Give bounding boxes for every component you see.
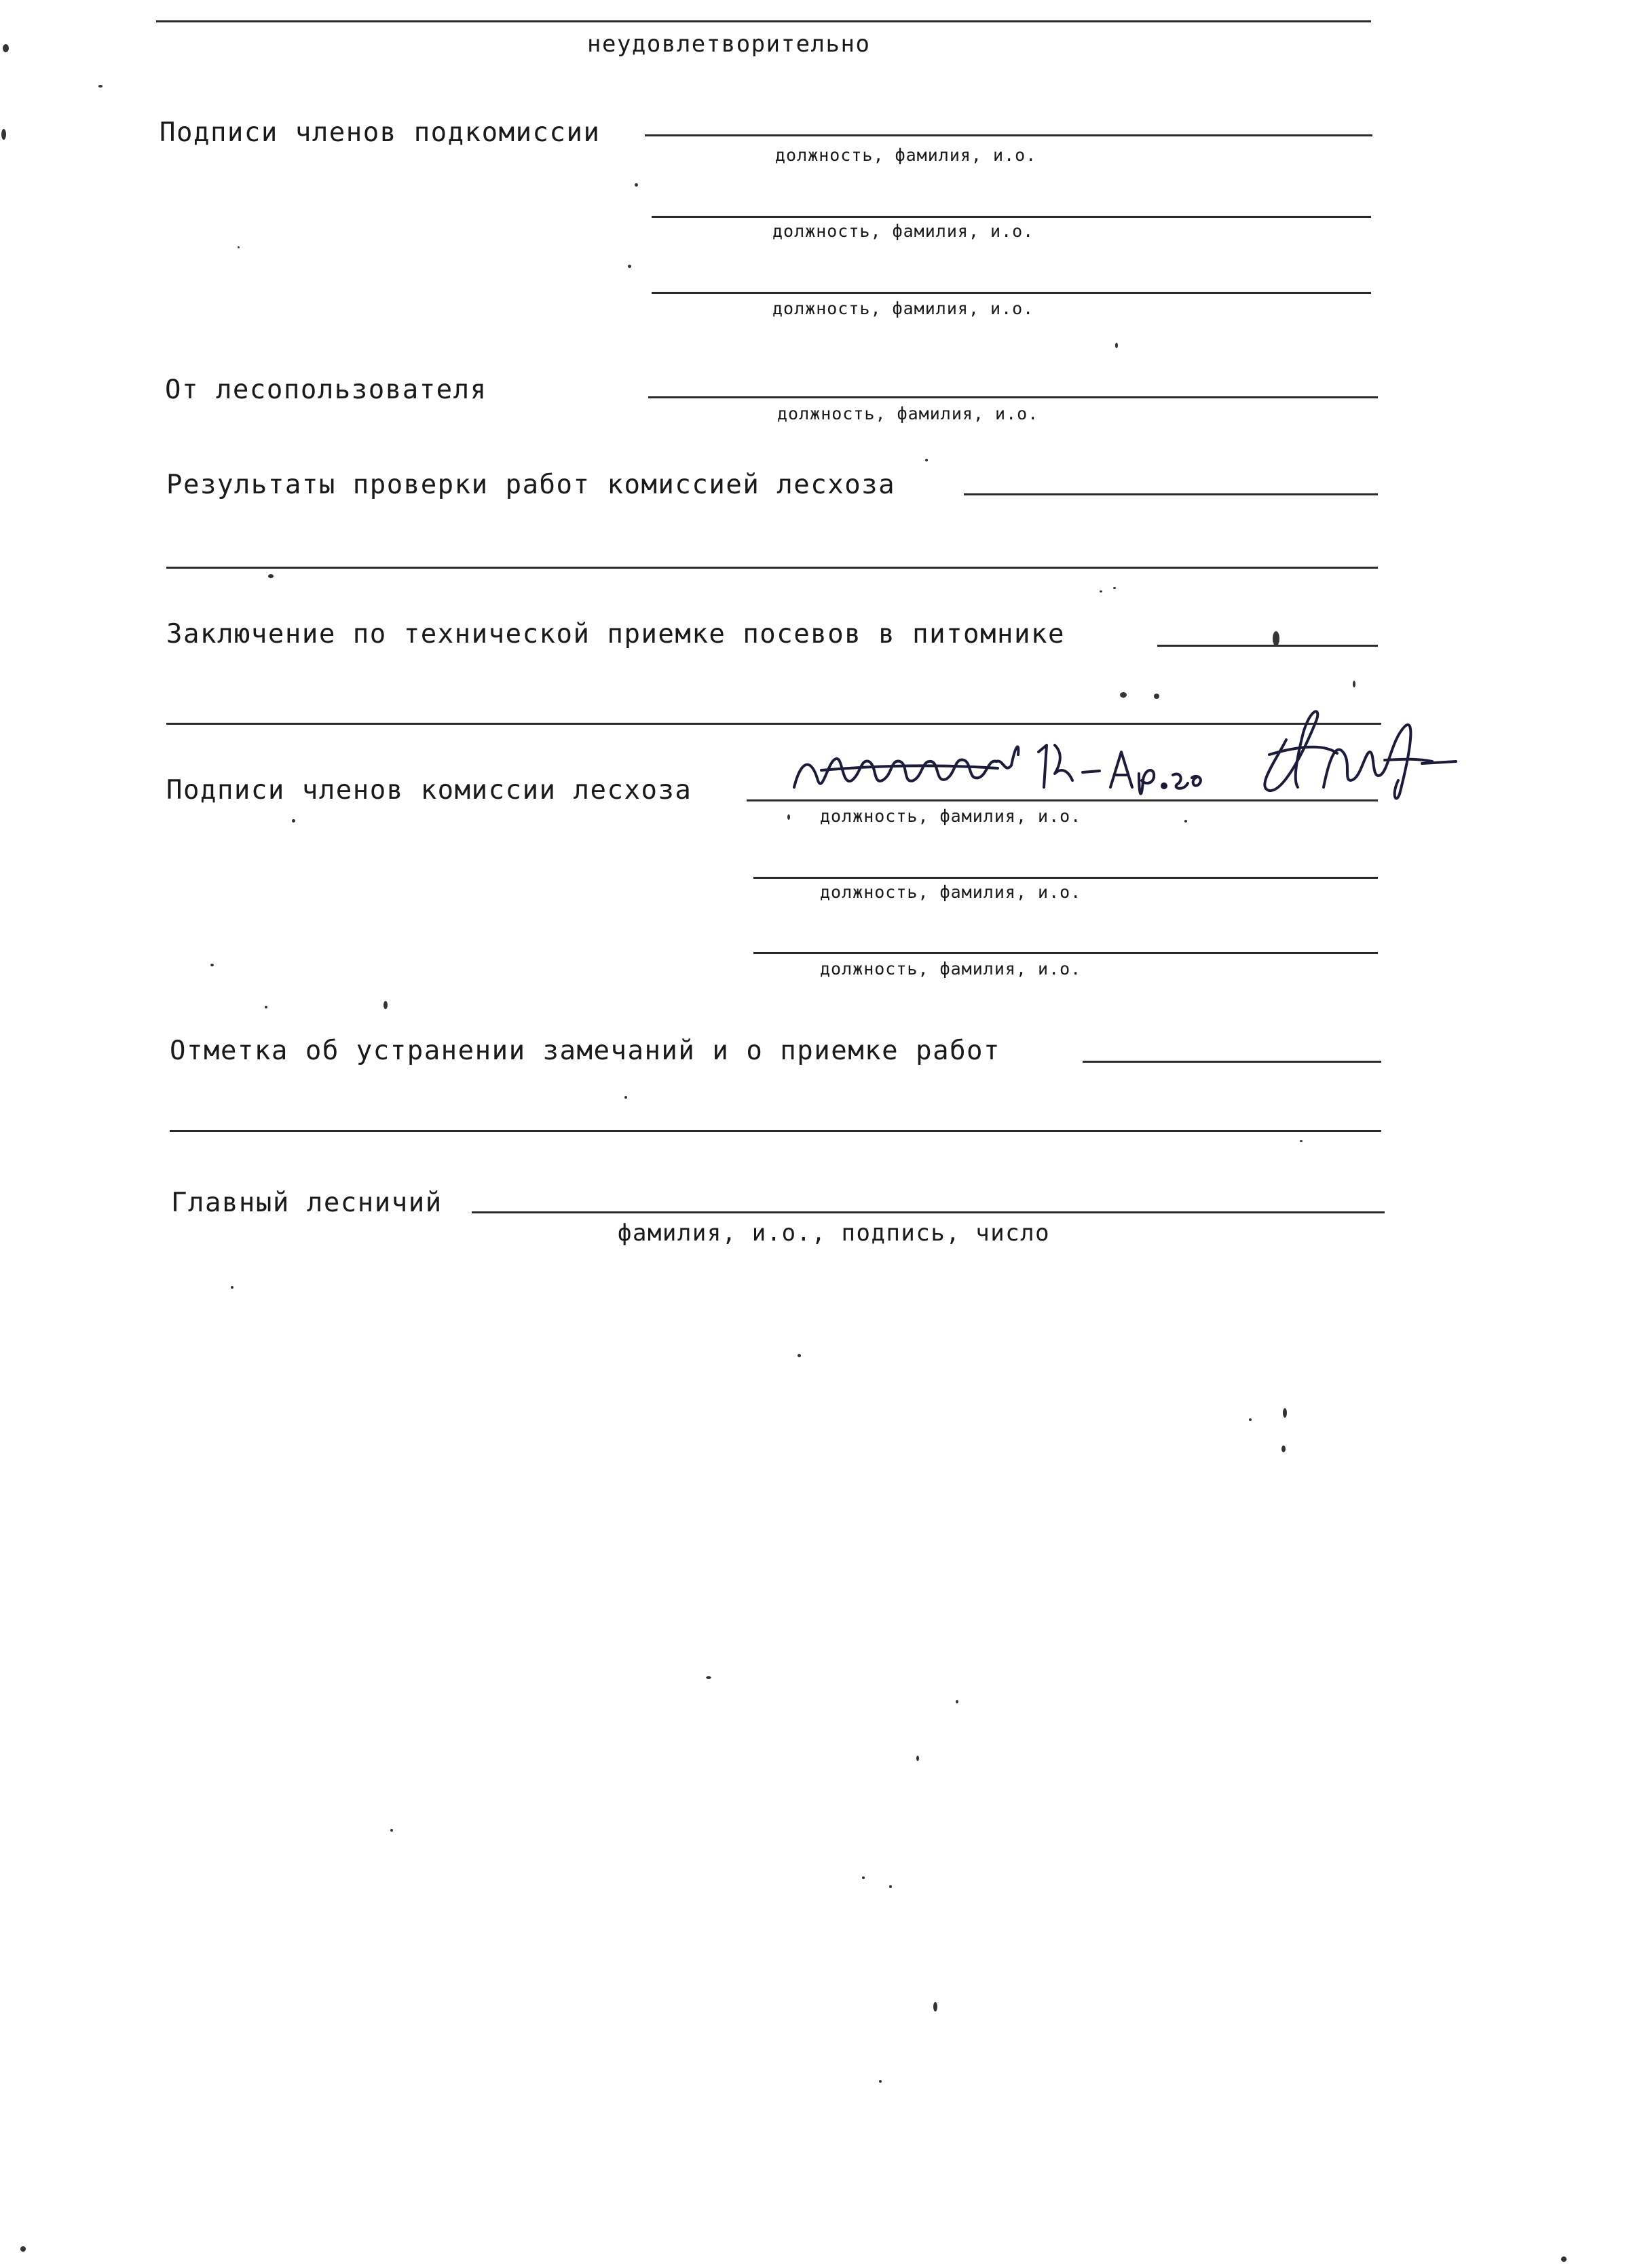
scan-speck (1120, 692, 1127, 698)
scan-speck (879, 2080, 882, 2083)
subcommission-label: Подписи членов подкомиссии (160, 117, 601, 148)
forest-user-line (648, 396, 1378, 398)
forest-user-label: От лесопользователя (165, 375, 487, 405)
scan-speck (956, 1700, 958, 1703)
scan-speck (862, 1876, 865, 1879)
subcommission-caption-1: должность, фамилия, и.о. (775, 145, 1037, 165)
technical-acceptance-line-1 (1157, 645, 1378, 647)
scan-speck (1283, 1408, 1287, 1418)
scan-speck (210, 964, 214, 966)
scan-speck (889, 1885, 892, 1888)
scan-speck (925, 459, 928, 461)
remarks-line-2 (170, 1130, 1381, 1132)
subcommission-line-2 (652, 216, 1371, 218)
subcommission-line-3 (652, 292, 1371, 294)
scan-speck (635, 183, 638, 187)
scan-speck (268, 574, 274, 578)
scan-speck (1, 129, 6, 140)
commission-signatures-caption-3: должность, фамилия, и.о. (820, 959, 1082, 979)
scan-speck (390, 1829, 393, 1832)
commission-signatures-label: Подписи членов комиссии лесхоза (166, 775, 692, 806)
scan-speck (1249, 1418, 1252, 1421)
chief-forester-line (472, 1211, 1385, 1213)
chief-forester-caption: фамилия, и.о., подпись, число (618, 1220, 1051, 1247)
scan-speck (1561, 2256, 1567, 2262)
rating-result: неудовлетворительно (587, 31, 871, 58)
scan-speck (1100, 590, 1102, 592)
inspection-results-label: Результаты проверки работ комиссией лесхоза (166, 470, 896, 500)
scan-speck (1353, 681, 1355, 687)
scan-speck (706, 1676, 711, 1679)
scan-speck (1115, 343, 1118, 348)
technical-acceptance-label: Заключение по технической приемке посевов в питомнике (166, 619, 1065, 649)
scan-speck (98, 85, 102, 88)
scan-speck (1300, 1140, 1303, 1142)
scan-speck (624, 1096, 627, 1099)
scan-speck (916, 1756, 919, 1761)
commission-signatures-line-3 (753, 952, 1378, 954)
commission-signatures-caption-1: должность, фамилия, и.о. (820, 806, 1082, 826)
scan-speck (292, 819, 295, 823)
inspection-results-line-2 (166, 567, 1378, 569)
scan-speck (1273, 631, 1279, 646)
scan-speck (1281, 1445, 1286, 1452)
subcommission-caption-2: должность, фамилия, и.о. (772, 221, 1034, 241)
scan-speck (238, 246, 240, 248)
commission-signatures-line-2 (753, 877, 1378, 879)
handwritten-signature (781, 679, 1459, 808)
commission-signatures-caption-2: должность, фамилия, и.о. (820, 882, 1082, 902)
remarks-line-1 (1083, 1061, 1381, 1063)
scan-speck (1154, 694, 1159, 699)
chief-forester-label: Главный лесничий (171, 1188, 443, 1218)
forest-user-caption: должность, фамилия, и.о. (777, 404, 1039, 423)
scan-speck (20, 2246, 26, 2252)
scan-speck (383, 1001, 388, 1009)
rating-line (156, 20, 1371, 22)
scan-speck (1184, 820, 1187, 823)
subcommission-line-1 (645, 134, 1372, 136)
scan-speck (265, 1006, 267, 1008)
scan-speck (3, 44, 9, 52)
scan-speck (787, 814, 790, 820)
scan-speck (231, 1286, 233, 1289)
scan-speck (628, 265, 631, 268)
scan-speck (798, 1354, 801, 1357)
scan-speck (933, 2002, 937, 2011)
scan-speck (1113, 587, 1116, 589)
inspection-results-line-1 (964, 493, 1378, 495)
remarks-label: Отметка об устранении замечаний и о приемке работ (170, 1036, 1001, 1066)
subcommission-caption-3: должность, фамилия, и.о. (772, 299, 1034, 318)
